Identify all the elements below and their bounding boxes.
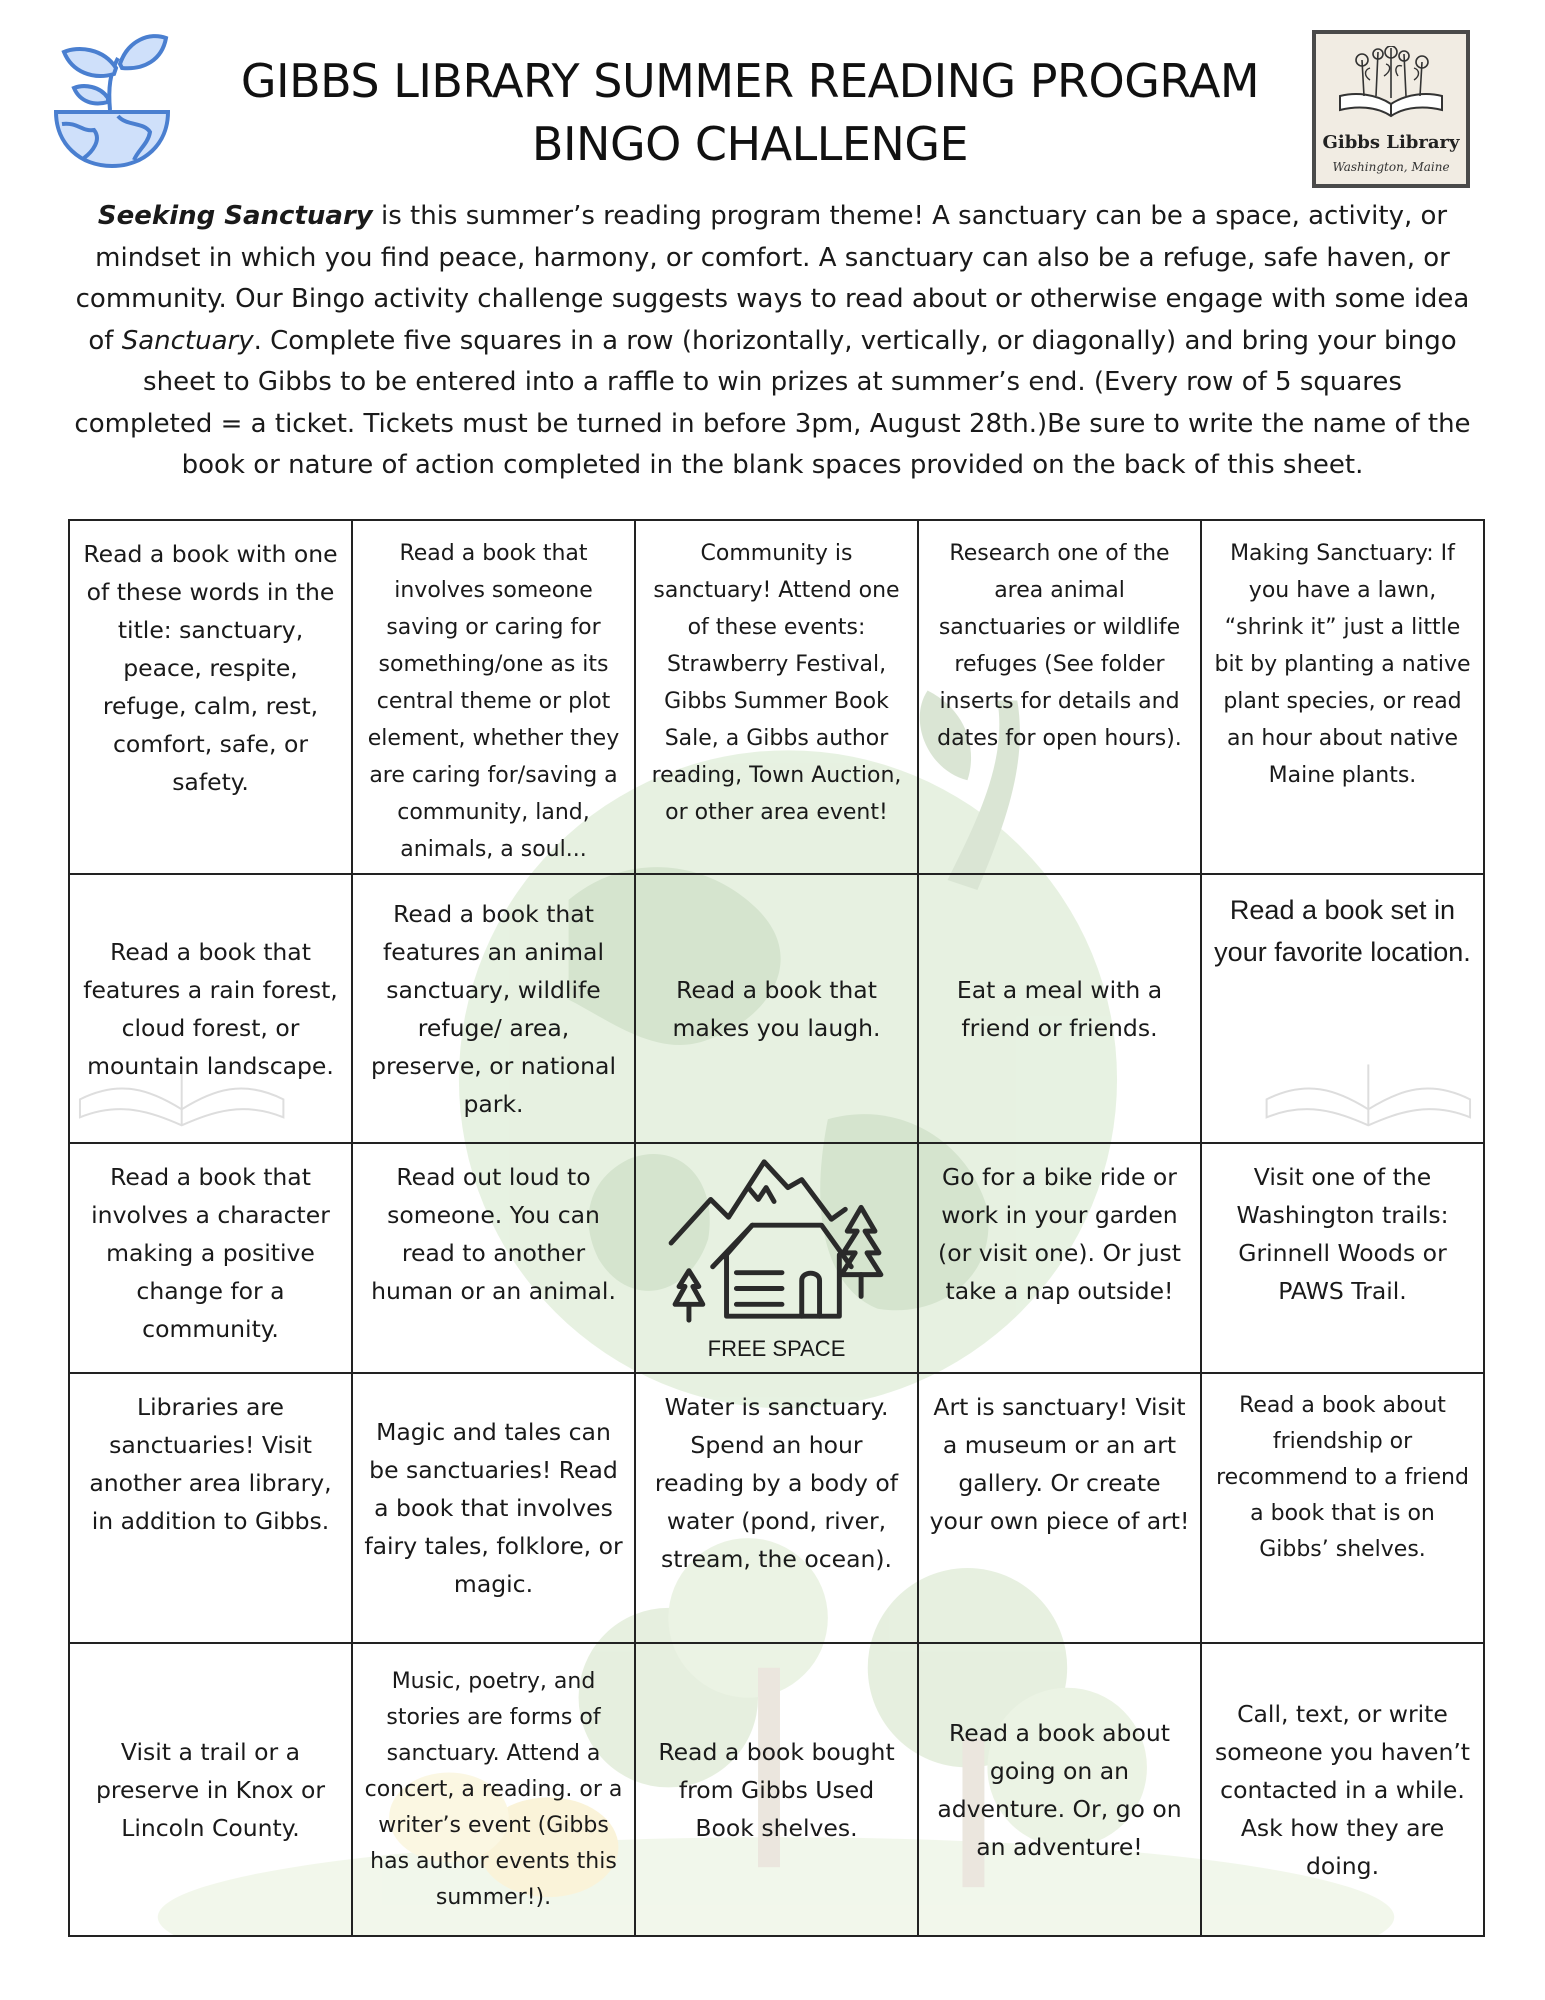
gibbs-library-logo	[1312, 30, 1470, 188]
bingo-square-25: Call, text, or write someone you haven’t contacted in a while. Ask how they are doing.	[1214, 1699, 1471, 1880]
title-line-2: BINGO CHALLENGE	[531, 117, 969, 171]
bingo-square-19: Art is sanctuary! Visit a museum or an art gallery. Or create your own piece of art!	[919, 1374, 1202, 1644]
bingo-grid	[68, 519, 1485, 1937]
bingo-square-4: Research one of the area animal sanctuaries or wildlife refuges (See folder inserts for details and dates for open hours).	[919, 521, 1202, 875]
bingo-square-21: Visit a trail or a preserve in Knox or Lincoln County.	[70, 1644, 353, 1935]
logo-library-place: Washington, Maine	[1332, 160, 1450, 174]
logo-library-name: Gibbs Library	[1322, 132, 1460, 153]
intro-text-2: . Complete five squares in a row (horizontally, vertically, or diagonally) and bring your bingo sheet to Gibbs to be entered into a raffle to win prizes at summer’s end. (Every row of 5 squares completed = a ticket. Tickets must be turned in before 3pm, August 28th.)Be sure to write the name of the book or nature of action completed in the blank spaces provided on the back of this sheet.	[74, 325, 1471, 480]
intro-sanctuary-word: Sanctuary	[121, 325, 254, 356]
bingo-square-23: Read a book bought from Gibbs Used Book shelves.	[636, 1644, 919, 1935]
intro-paragraph	[70, 196, 1475, 487]
bingo-square-16: Libraries are sanctuaries! Visit another area library, in addition to Gibbs.	[70, 1374, 353, 1644]
bingo-square-2: Read a book that involves someone saving or caring for something/one as its central theme or plot element, whether they are caring for/saving a community, land, animals, a soul...	[353, 521, 636, 875]
bingo-square-9: Eat a meal with a friend or friends.	[919, 875, 1202, 1144]
bingo-square-14: Go for a bike ride or work in your garden (or visit one). Or just take a nap outside!	[919, 1144, 1202, 1374]
open-book-flowers-icon	[1334, 46, 1448, 126]
bingo-square-22: Music, poetry, and stories are forms of sanctuary. Attend a concert, a reading. or a writer’s event (Gibbs has author events this summer!).	[353, 1644, 636, 1935]
intro-text-1: is this summer’s reading program theme! A sanctuary can be a space, activity, or mindset in which you find peace, harmony, or comfort. A sanctuary can also be a refuge, safe haven, or community. Our Bingo activity challenge suggests ways to read about or otherwise engage with some idea of	[75, 201, 1470, 356]
bingo-square-1: Read a book with one of these words in the title: sanctuary, peace, respite, refuge, calm, rest, comfort, safe, or safety.	[70, 521, 353, 875]
bingo-square-5: Making Sanctuary: If you have a lawn, “shrink it” just a little bit by planting a native plant species, or read an hour about native Maine plants.	[1202, 521, 1483, 875]
title-line-1: GIBBS LIBRARY SUMMER READING PROGRAM	[240, 54, 1260, 108]
free-space-square	[636, 1144, 919, 1374]
plant-globe-logo	[48, 28, 178, 178]
bingo-square-18: Water is sanctuary. Spend an hour reading by a body of water (pond, river, stream, the ocean).	[636, 1374, 919, 1644]
plant-globe-icon	[48, 28, 178, 178]
bingo-square-17: Magic and tales can be sanctuaries! Read a book that involves fairy tales, folklore, or magic.	[353, 1374, 636, 1644]
intro-theme: Seeking Sanctuary	[97, 201, 373, 231]
free-space-label: FREE SPACE	[707, 1336, 846, 1361]
bingo-square-11: Read a book that involves a character making a positive change for a community.	[70, 1144, 353, 1374]
bingo-square-10: Read a book set in your favorite location.	[1202, 875, 1483, 1144]
mountain-cabin-icon	[662, 1148, 892, 1336]
bingo-square-15: Visit one of the Washington trails: Grinnell Woods or PAWS Trail.	[1202, 1144, 1483, 1374]
bingo-square-7: Read a book that features an animal sanctuary, wildlife refuge/ area, preserve, or national park.	[353, 875, 636, 1144]
bingo-square-3: Community is sanctuary! Attend one of these events: Strawberry Festival, Gibbs Summer Book Sale, a Gibbs author reading, Town Auction, or other area event!	[636, 521, 919, 875]
page-title	[200, 50, 1300, 176]
bingo-square-6: Read a book that features a rain forest, cloud forest, or mountain landscape.	[70, 875, 353, 1144]
bingo-square-12: Read out loud to someone. You can read to another human or an animal.	[353, 1144, 636, 1374]
bingo-square-20: Read a book about friendship or recommend to a friend a book that is on Gibbs’ shelves.	[1202, 1374, 1483, 1644]
bingo-square-24: Read a book about going on an adventure. Or, go on an adventure!	[919, 1644, 1202, 1935]
bingo-square-8: Read a book that makes you laugh.	[636, 875, 919, 1144]
